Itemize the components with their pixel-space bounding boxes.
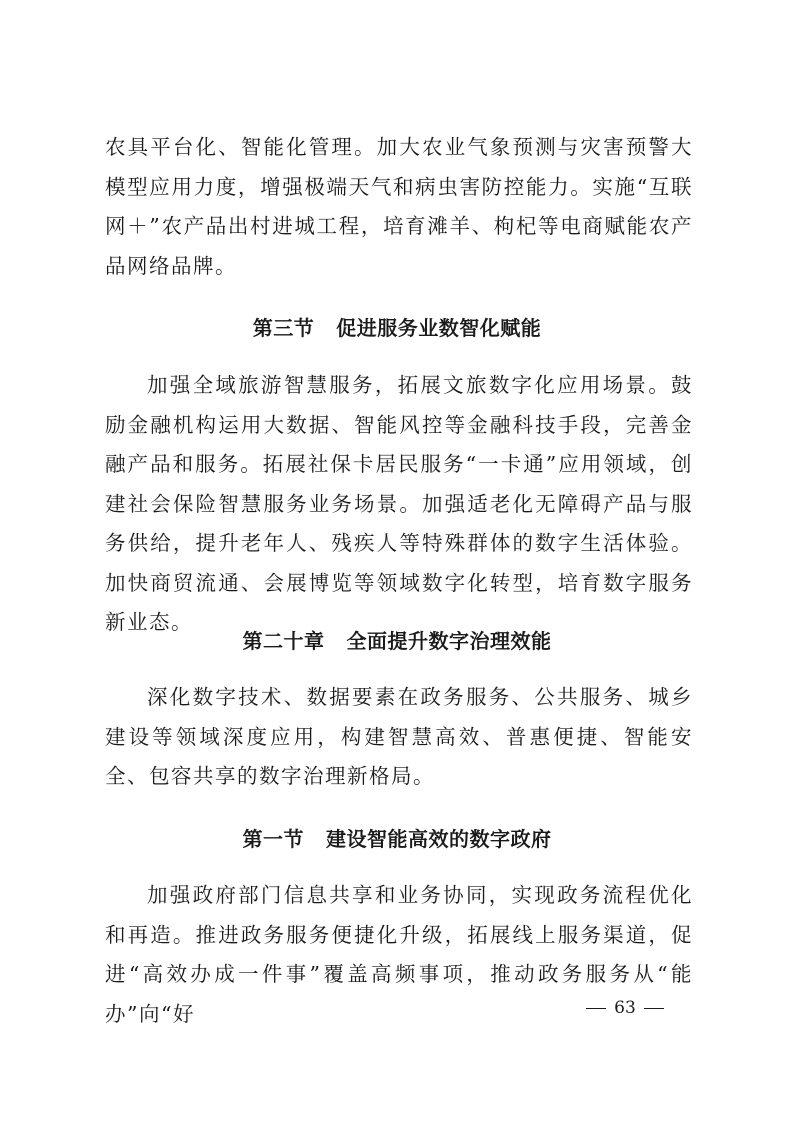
page-number: 63 (614, 998, 636, 1018)
paragraph-agriculture: 农具平台化、智能化管理。加大农业气象预测与灾害预警大模型应用力度，增强极端天气和病虫害防控能力。实施“互联网＋”农产品出村进城工程，培育滩羊、枸杞等电商赋能农产品网络品牌。 (105, 135, 693, 278)
page-footer (570, 996, 680, 1020)
section-title: 建设智能高效的数字政府 (326, 827, 552, 851)
section-number: 第三节 (252, 316, 315, 340)
section-heading-1 (0, 826, 794, 852)
chapter-title: 全面提升数字治理效能 (346, 629, 552, 653)
paragraph-governance: 深化数字技术、数据要素在政务服务、公共服务、城乡建设等领域深度应用，构建智慧高效、普惠便捷、智能安全、包容共享的数字治理新格局。 (105, 685, 693, 788)
section-heading-3 (0, 315, 794, 341)
paragraph-digital-government: 加强政府部门信息共享和业务协同，实现政务流程优化和再造。推进政务服务便捷化升级，拓展线上服务渠道，促进“高效办成一件事”覆盖高频事项，推动政务服务从“能办”向“好 (105, 883, 693, 1026)
section-number: 第一节 (242, 827, 304, 851)
footer-dash-right (644, 1008, 664, 1009)
section-title: 促进服务业数智化赋能 (336, 316, 542, 340)
footer-dash-left (586, 1008, 606, 1009)
chapter-number: 第二十章 (242, 629, 325, 653)
paragraph-services: 加强全域旅游智慧服务，拓展文旅数字化应用场景。鼓励金融机构运用大数据、智能风控等金融科技手段，完善金融产品和服务。拓展社保卡居民服务“一卡通”应用领域，创建社会保险智慧服务业务场景。加强适老化无障碍产品与服务供给，提升老年人、残疾人等特殊群体的数字生活体验。加快商贸流通、会展博览等领域数字化转型，培育数字服务新业态。 (105, 373, 693, 634)
chapter-heading-20 (0, 628, 794, 654)
